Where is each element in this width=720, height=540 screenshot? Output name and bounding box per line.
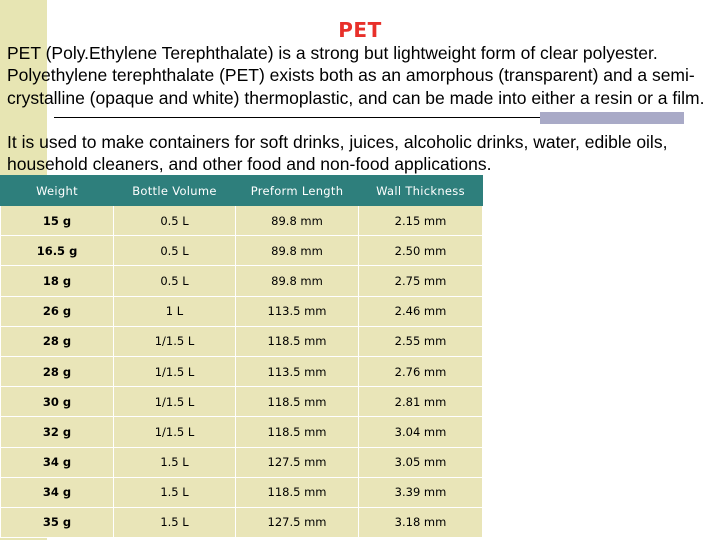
slide-title: PET — [338, 18, 382, 42]
cell-preform-length: 118.5 mm — [236, 417, 359, 447]
table-row — [1, 236, 483, 266]
cell-wall-thickness: 2.50 mm — [359, 236, 483, 266]
table-row — [1, 356, 483, 386]
cell-wall-thickness: 2.76 mm — [359, 356, 483, 386]
cell-weight: 30 g — [1, 387, 114, 417]
header-weight: Weight — [1, 176, 114, 206]
cell-volume: 1 L — [114, 296, 236, 326]
cell-volume: 1/1.5 L — [114, 326, 236, 356]
header-wall-thickness: Wall Thickness — [359, 176, 483, 206]
header-bottle-volume: Bottle Volume — [114, 176, 236, 206]
cell-weight: 34 g — [1, 477, 114, 507]
table-row — [1, 477, 483, 507]
cell-wall-thickness: 2.46 mm — [359, 296, 483, 326]
table-row — [1, 206, 483, 236]
cell-weight: 18 g — [1, 266, 114, 296]
cell-preform-length: 89.8 mm — [236, 236, 359, 266]
table-row — [1, 417, 483, 447]
table-row — [1, 326, 483, 356]
cell-preform-length: 127.5 mm — [236, 507, 359, 537]
cell-preform-length: 118.5 mm — [236, 326, 359, 356]
cell-wall-thickness: 3.18 mm — [359, 507, 483, 537]
cell-weight: 26 g — [1, 296, 114, 326]
cell-preform-length: 127.5 mm — [236, 447, 359, 477]
cell-preform-length: 113.5 mm — [236, 356, 359, 386]
cell-volume: 1.5 L — [114, 447, 236, 477]
cell-wall-thickness: 2.75 mm — [359, 266, 483, 296]
cell-preform-length: 89.8 mm — [236, 206, 359, 236]
cell-weight: 16.5 g — [1, 236, 114, 266]
cell-volume: 0.5 L — [114, 266, 236, 296]
cell-preform-length: 113.5 mm — [236, 296, 359, 326]
cell-weight: 32 g — [1, 417, 114, 447]
cell-wall-thickness: 3.04 mm — [359, 417, 483, 447]
cell-wall-thickness: 2.81 mm — [359, 387, 483, 417]
cell-volume: 1.5 L — [114, 477, 236, 507]
intro-paragraph: PET (Poly.Ethylene Terephthalate) is a strong but lightweight form of clear polyester. Polyethylene terephthalate (PET) exists both as an amorphous (transparent) and a semi-crystalline (opaque and white) thermoplastic, and can be made into either a resin or a film. — [7, 43, 705, 108]
cell-weight: 28 g — [1, 356, 114, 386]
cell-volume: 1/1.5 L — [114, 417, 236, 447]
cell-weight: 35 g — [1, 507, 114, 537]
cell-wall-thickness: 2.15 mm — [359, 206, 483, 236]
usage-paragraph: It is used to make containers for soft drinks, juices, alcoholic drinks, water, edible oils, household cleaners, and other food and non-food applications. — [7, 132, 668, 175]
cell-wall-thickness: 2.55 mm — [359, 326, 483, 356]
cell-preform-length: 89.8 mm — [236, 266, 359, 296]
cell-volume: 1.5 L — [114, 507, 236, 537]
cell-preform-length: 118.5 mm — [236, 477, 359, 507]
table-row — [1, 296, 483, 326]
table-row — [1, 507, 483, 537]
header-preform-length: Preform Length — [236, 176, 359, 206]
cell-volume: 1/1.5 L — [114, 356, 236, 386]
cell-volume: 1/1.5 L — [114, 387, 236, 417]
cell-weight: 15 g — [1, 206, 114, 236]
cell-preform-length: 118.5 mm — [236, 387, 359, 417]
decorative-bar — [540, 112, 684, 124]
table-row — [1, 387, 483, 417]
cell-wall-thickness: 3.05 mm — [359, 447, 483, 477]
pet-spec-table — [0, 175, 483, 538]
cell-weight: 34 g — [1, 447, 114, 477]
table-header-row — [1, 176, 483, 206]
cell-volume: 0.5 L — [114, 206, 236, 236]
table-row — [1, 266, 483, 296]
table-row — [1, 447, 483, 477]
cell-wall-thickness: 3.39 mm — [359, 477, 483, 507]
cell-volume: 0.5 L — [114, 236, 236, 266]
cell-weight: 28 g — [1, 326, 114, 356]
